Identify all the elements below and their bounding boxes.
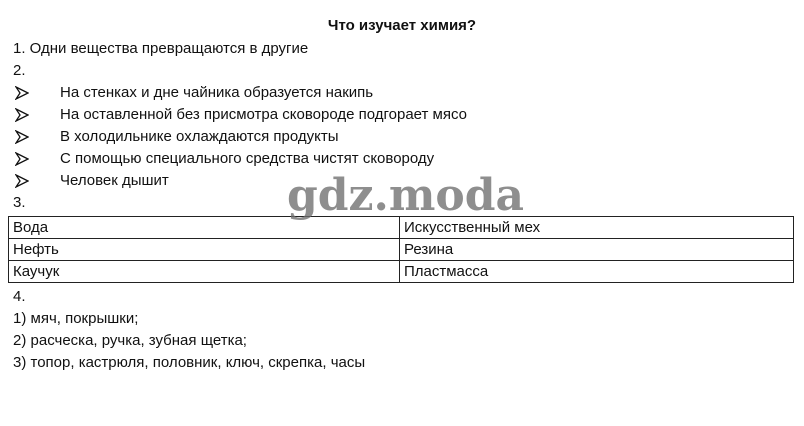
answer-4-line: 3) топор, кастрюля, половник, ключ, скрепка, часы <box>13 354 366 371</box>
answer-4-label: 4. <box>13 288 26 305</box>
table-row <box>9 261 794 283</box>
table-cell: Нефть <box>9 239 400 261</box>
arrow-bullet-icon <box>15 130 29 144</box>
table-cell: Вода <box>9 217 400 239</box>
arrow-bullet-icon <box>15 152 29 166</box>
answer-4-line: 1) мяч, покрышки; <box>13 310 139 327</box>
watermark: gdz.moda <box>287 170 525 221</box>
bullet-text: В холодильнике охлаждаются продукты <box>60 128 339 145</box>
table-cell: Искусственный мех <box>400 217 794 239</box>
answer-2-label: 2. <box>13 62 26 79</box>
answer-4-line: 2) расческа, ручка, зубная щетка; <box>13 332 247 349</box>
substances-table <box>8 216 794 283</box>
answer-1: 1. Одни вещества превращаются в другие <box>13 40 309 57</box>
arrow-bullet-icon <box>15 108 29 122</box>
arrow-bullet-icon <box>15 174 29 188</box>
bullet-text: С помощью специального средства чистят сковороду <box>60 150 435 167</box>
arrow-bullet-icon <box>15 86 29 100</box>
bullet-text: На оставленной без присмотра сковороде подгорает мясо <box>60 106 467 123</box>
bullet-text: На стенках и дне чайника образуется накипь <box>60 84 374 101</box>
table-cell: Резина <box>400 239 794 261</box>
table-row <box>9 239 794 261</box>
table-cell: Пластмасса <box>400 261 794 283</box>
page-title: Что изучает химия? <box>327 17 477 34</box>
bullet-text: Человек дышит <box>60 172 169 189</box>
answer-3-label: 3. <box>13 194 26 211</box>
table-cell: Каучук <box>9 261 400 283</box>
